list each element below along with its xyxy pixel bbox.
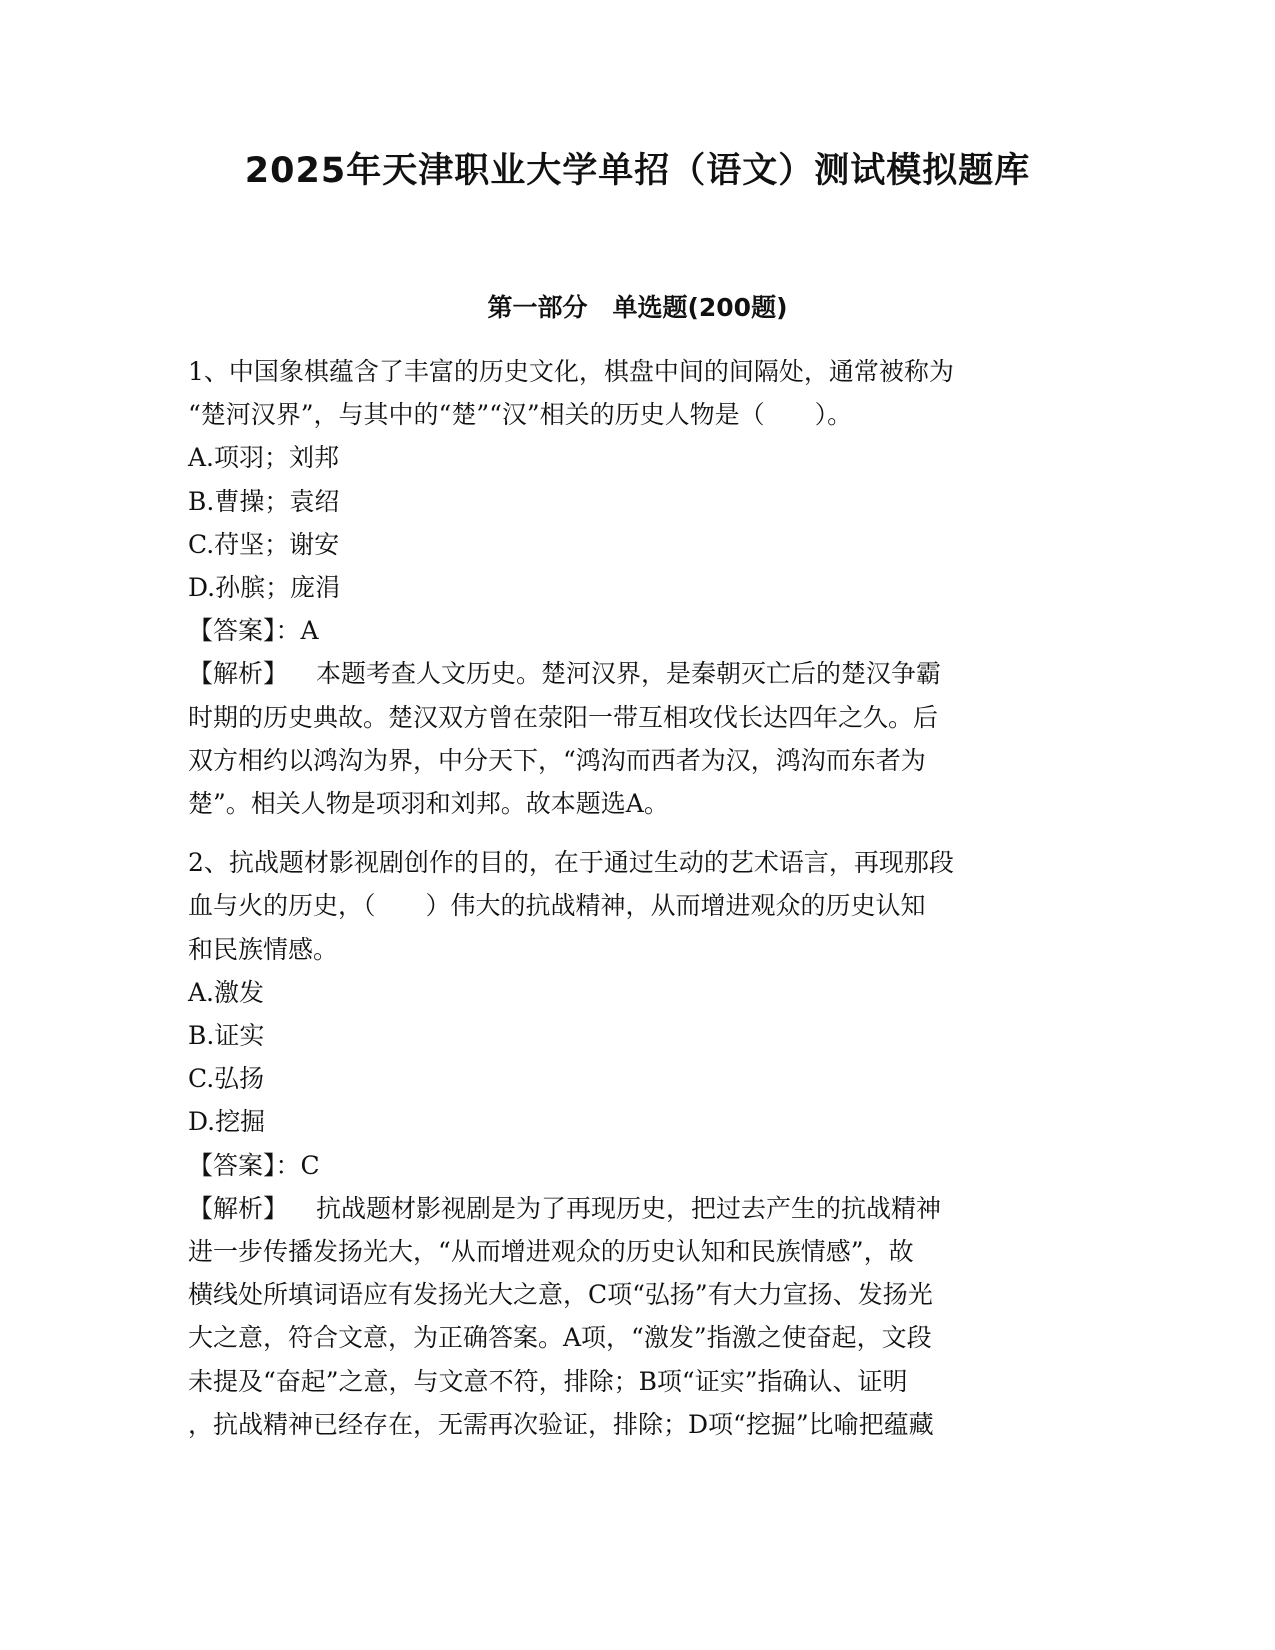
option-b: B.证实 <box>188 1021 265 1051</box>
analysis-line: 双方相约以鸿沟为界，中分天下，“鸿沟而西者为汉，鸿沟而东者为 <box>188 745 926 775</box>
question-stem-line: 血与火的历史，（ ）伟大的抗战精神，从而增进观众的历史认知 <box>188 891 926 921</box>
analysis-line: 横线处所填词语应有发扬光大之意，C项“弘扬”有大力宣扬、发扬光 <box>188 1280 933 1310</box>
answer-line: 【答案】：A <box>188 616 319 646</box>
option-d: D.挖掘 <box>188 1107 266 1137</box>
option-d: D.孙膑；庞涓 <box>188 573 341 603</box>
question-list <box>188 350 1088 1462</box>
question-stem-line: 1、中国象棋蕴含了丰富的历史文化，棋盘中间的间隔处，通常被称为 <box>188 357 954 386</box>
analysis-text: 抗战题材影视剧是为了再现历史，把过去产生的抗战精神 <box>316 1193 942 1223</box>
question-1 <box>188 350 1088 825</box>
analysis-label: 【解析】 <box>188 659 289 689</box>
question-stem-line: 和民族情感。 <box>188 934 339 964</box>
section-title: 第一部分 单选题(200题) <box>487 293 788 322</box>
analysis-line: 楚”。相关人物是项羽和刘邦。故本题选A。 <box>188 789 669 819</box>
question-stem-line: “楚河汉界”，与其中的“楚”“汉”相关的历史人物是（ ）。 <box>188 400 853 430</box>
answer-line: 【答案】：C <box>188 1150 320 1180</box>
analysis-label: 【解析】 <box>188 1193 289 1223</box>
question-2 <box>188 841 1088 1446</box>
document-title: 2025年天津职业大学单招（语文）测试模拟题库 <box>244 151 1031 191</box>
analysis-line <box>188 652 1088 695</box>
option-c: C.苻坚；谢安 <box>188 529 340 559</box>
question-stem-line: 2、抗战题材影视剧创作的目的，在于通过生动的艺术语言，再现那段 <box>188 848 954 878</box>
analysis-line: 未提及“奋起”之意，与文意不符，排除；B项“证实”指确认、证明 <box>188 1366 908 1396</box>
analysis-text: 本题考查人文历史。楚河汉界，是秦朝灭亡后的楚汉争霸 <box>316 659 942 689</box>
analysis-line <box>188 1187 1088 1230</box>
option-a: A.项羽；刘邦 <box>188 443 340 473</box>
option-c: C.弘扬 <box>188 1064 265 1094</box>
analysis-line: 进一步传播发扬光大，“从而增进观众的历史认知和民族情感”，故 <box>188 1237 914 1267</box>
analysis-line: 大之意，符合文意，为正确答案。A项，“激发”指激之使奋起，文段 <box>188 1323 932 1353</box>
analysis-line: ，抗战精神已经存在，无需再次验证，排除；D项“挖掘”比喻把蕴藏 <box>188 1409 934 1439</box>
option-a: A.激发 <box>188 977 265 1007</box>
option-b: B.曹操；袁绍 <box>188 486 340 516</box>
analysis-line: 时期的历史典故。楚汉双方曾在荥阳一带互相攻伐长达四年之久。后 <box>188 702 939 732</box>
